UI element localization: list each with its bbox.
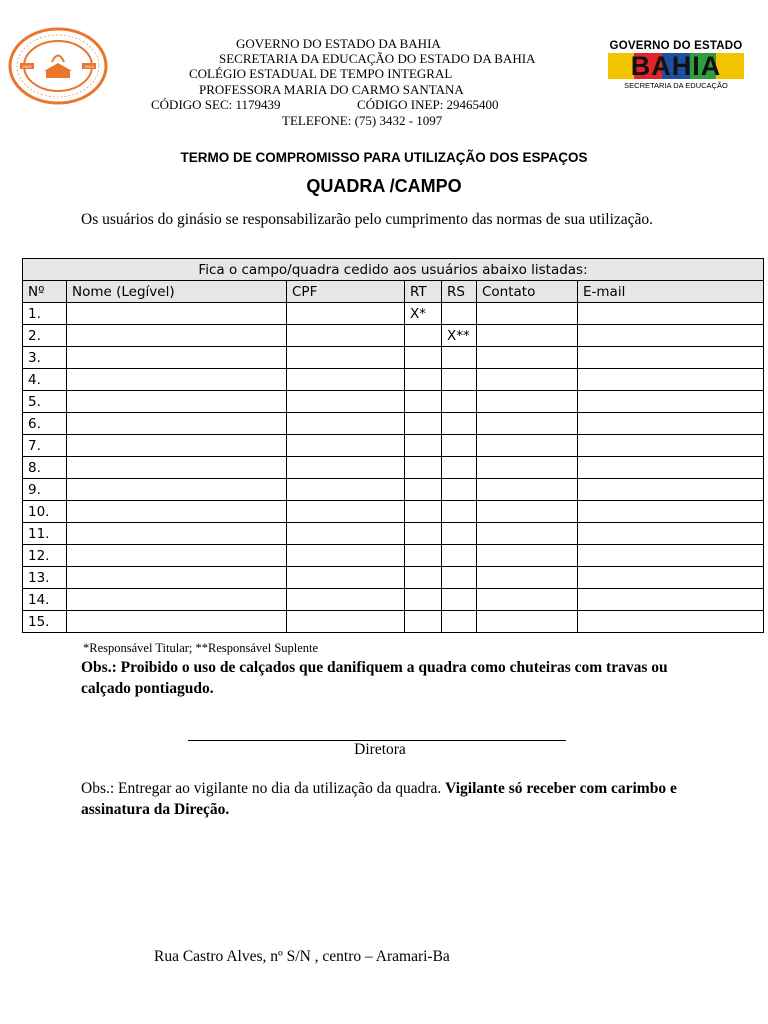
table-cell[interactable]	[287, 479, 405, 501]
table-cell[interactable]	[67, 347, 287, 369]
footnote: *Responsável Titular; **Responsável Suplente	[83, 641, 319, 655]
header-line-professora: PROFESSORA MARIA DO CARMO SANTANA	[199, 82, 464, 97]
table-cell[interactable]	[442, 457, 477, 479]
table-cell[interactable]	[578, 303, 764, 325]
header-line-secretaria: SECRETARIA DA EDUCAÇÃO DO ESTADO DA BAHIA	[219, 51, 536, 66]
table-cell[interactable]	[578, 523, 764, 545]
observation-delivery-bold: Vigilante só receber com carimbo e assinatura da Direção.	[81, 780, 677, 818]
row-number: 1.	[23, 303, 67, 325]
table-cell[interactable]	[578, 325, 764, 347]
table-cell[interactable]	[287, 391, 405, 413]
table-cell[interactable]	[287, 589, 405, 611]
table-row	[23, 501, 764, 523]
table-cell[interactable]	[67, 479, 287, 501]
table-cell[interactable]	[578, 611, 764, 633]
school-address: Rua Castro Alves, nº S/N , centro – Aramari-Ba	[154, 948, 450, 965]
table-cell[interactable]: X**	[442, 325, 477, 347]
table-cell[interactable]: X*	[405, 303, 442, 325]
table-cell[interactable]	[477, 369, 578, 391]
table-cell[interactable]	[67, 435, 287, 457]
seal-year-left: 2000	[22, 64, 32, 69]
table-cell[interactable]	[442, 501, 477, 523]
table-cell[interactable]	[578, 413, 764, 435]
observation-delivery-text: Obs.: Entregar ao vigilante no dia da utilização da quadra.	[81, 780, 446, 797]
row-number: 11.	[23, 523, 67, 545]
svg-text:BAHIA: BAHIA	[630, 53, 722, 79]
document-subtitle: QUADRA /CAMPO	[306, 176, 462, 196]
table-cell[interactable]	[405, 589, 442, 611]
table-cell[interactable]	[405, 413, 442, 435]
table-cell[interactable]	[578, 369, 764, 391]
row-number: 14.	[23, 589, 67, 611]
header-line-governo: GOVERNO DO ESTADO DA BAHIA	[236, 36, 441, 51]
table-row	[23, 391, 764, 413]
document-title: TERMO DE COMPROMISSO PARA UTILIZAÇÃO DOS ESPAÇOS	[180, 150, 588, 165]
row-number: 12.	[23, 545, 67, 567]
column-header: Nome (Legível)	[67, 281, 287, 303]
table-cell[interactable]	[442, 523, 477, 545]
table-row	[23, 435, 764, 457]
table-cell[interactable]	[477, 501, 578, 523]
table-cell[interactable]	[67, 325, 287, 347]
table-row	[23, 589, 764, 611]
table-cell[interactable]	[405, 545, 442, 567]
table-cell[interactable]	[67, 457, 287, 479]
table-cell[interactable]	[442, 347, 477, 369]
row-number: 8.	[23, 457, 67, 479]
observation-footwear: Obs.: Proibido o uso de calçados que danifiquem a quadra como chuteiras com travas ou calçado pontiagudo.	[81, 659, 668, 697]
column-header: E-mail	[578, 281, 764, 303]
table-cell[interactable]	[477, 479, 578, 501]
table-cell[interactable]	[578, 479, 764, 501]
table-cell[interactable]	[477, 303, 578, 325]
table-cell[interactable]	[67, 413, 287, 435]
table-cell[interactable]	[405, 457, 442, 479]
seal-year-right: 2013	[84, 64, 94, 69]
table-row	[23, 347, 764, 369]
row-number: 9.	[23, 479, 67, 501]
observation-delivery	[81, 778, 701, 820]
table-cell[interactable]	[405, 501, 442, 523]
table-cell[interactable]	[405, 479, 442, 501]
table-cell[interactable]	[477, 567, 578, 589]
table-cell[interactable]	[287, 545, 405, 567]
table-cell[interactable]	[287, 523, 405, 545]
row-number: 15.	[23, 611, 67, 633]
table-cell[interactable]	[477, 611, 578, 633]
table-cell[interactable]	[67, 589, 287, 611]
table-cell[interactable]	[578, 501, 764, 523]
table-cell[interactable]	[477, 589, 578, 611]
table-cell[interactable]	[287, 369, 405, 391]
table-cell[interactable]	[442, 479, 477, 501]
table-row	[23, 303, 764, 325]
table-cell[interactable]	[442, 435, 477, 457]
table-cell[interactable]	[405, 523, 442, 545]
table-cell[interactable]	[67, 303, 287, 325]
table-row	[23, 567, 764, 589]
table-row	[23, 545, 764, 567]
table-cell[interactable]	[287, 347, 405, 369]
row-number: 10.	[23, 501, 67, 523]
table-caption: Fica o campo/quadra cedido aos usuários abaixo listadas:	[23, 259, 764, 281]
header-codigo-inep: CÓDIGO INEP: 29465400	[357, 97, 499, 112]
school-seal	[8, 27, 108, 105]
table-cell[interactable]	[67, 501, 287, 523]
signature-label: Diretora	[354, 741, 406, 758]
logo-top-text: GOVERNO DO ESTADO	[609, 40, 743, 52]
table-cell[interactable]	[287, 611, 405, 633]
table-cell[interactable]	[442, 545, 477, 567]
table-cell[interactable]	[578, 347, 764, 369]
table-cell[interactable]	[67, 369, 287, 391]
table-cell[interactable]	[442, 589, 477, 611]
column-header: CPF	[287, 281, 405, 303]
table-row	[23, 413, 764, 435]
row-number: 5.	[23, 391, 67, 413]
row-number: 2.	[23, 325, 67, 347]
table-cell[interactable]	[67, 391, 287, 413]
table-cell[interactable]	[442, 413, 477, 435]
table-cell[interactable]	[578, 567, 764, 589]
table-cell[interactable]	[405, 391, 442, 413]
table-cell[interactable]	[477, 325, 578, 347]
table-cell[interactable]	[477, 413, 578, 435]
table-cell[interactable]	[477, 347, 578, 369]
table-cell[interactable]	[442, 611, 477, 633]
header-telefone: TELEFONE: (75) 3432 - 1097	[282, 113, 443, 128]
column-header: Contato	[477, 281, 578, 303]
table-row	[23, 457, 764, 479]
table-cell[interactable]	[477, 457, 578, 479]
table-cell[interactable]	[477, 523, 578, 545]
table-cell[interactable]	[477, 391, 578, 413]
table-cell[interactable]	[405, 347, 442, 369]
table-row	[23, 523, 764, 545]
row-number: 3.	[23, 347, 67, 369]
header-codigo-sec: CÓDIGO SEC: 1179439	[151, 97, 281, 112]
table-cell[interactable]	[287, 325, 405, 347]
column-header: RS	[442, 281, 477, 303]
logo-bottom-text: SECRETARIA DA EDUCAÇÃO	[624, 81, 728, 90]
table-cell[interactable]	[67, 611, 287, 633]
table-cell[interactable]	[67, 523, 287, 545]
table-cell[interactable]	[67, 545, 287, 567]
table-cell[interactable]	[287, 413, 405, 435]
table-cell[interactable]	[578, 391, 764, 413]
table-cell[interactable]	[442, 391, 477, 413]
users-table	[22, 258, 764, 633]
table-row	[23, 611, 764, 633]
table-cell[interactable]	[477, 545, 578, 567]
table-cell[interactable]	[405, 369, 442, 391]
bahia-wordmark	[608, 53, 744, 79]
table-cell[interactable]	[578, 589, 764, 611]
table-row	[23, 369, 764, 391]
row-number: 7.	[23, 435, 67, 457]
column-header: RT	[405, 281, 442, 303]
table-cell[interactable]	[442, 567, 477, 589]
table-cell[interactable]	[578, 435, 764, 457]
table-cell[interactable]	[287, 435, 405, 457]
table-cell[interactable]	[442, 369, 477, 391]
table-cell[interactable]	[287, 501, 405, 523]
table-cell[interactable]	[578, 457, 764, 479]
table-row	[23, 479, 764, 501]
row-number: 4.	[23, 369, 67, 391]
header-line-colegio: COLÉGIO ESTADUAL DE TEMPO INTEGRAL	[189, 66, 453, 81]
table-row	[23, 325, 764, 347]
table-cell[interactable]	[405, 611, 442, 633]
table-cell[interactable]	[442, 303, 477, 325]
table-cell[interactable]	[287, 303, 405, 325]
table-cell[interactable]	[477, 435, 578, 457]
bahia-government-logo	[608, 40, 744, 98]
row-number: 6.	[23, 413, 67, 435]
table-cell[interactable]	[67, 567, 287, 589]
table-cell[interactable]	[578, 545, 764, 567]
column-header: Nº	[23, 281, 67, 303]
table-cell[interactable]	[405, 435, 442, 457]
table-cell[interactable]	[287, 567, 405, 589]
intro-paragraph: Os usuários do ginásio se responsabilizarão pelo cumprimento das normas de sua utilização.	[81, 211, 654, 228]
table-cell[interactable]	[287, 457, 405, 479]
table-cell[interactable]	[405, 325, 442, 347]
row-number: 13.	[23, 567, 67, 589]
table-cell[interactable]	[405, 567, 442, 589]
